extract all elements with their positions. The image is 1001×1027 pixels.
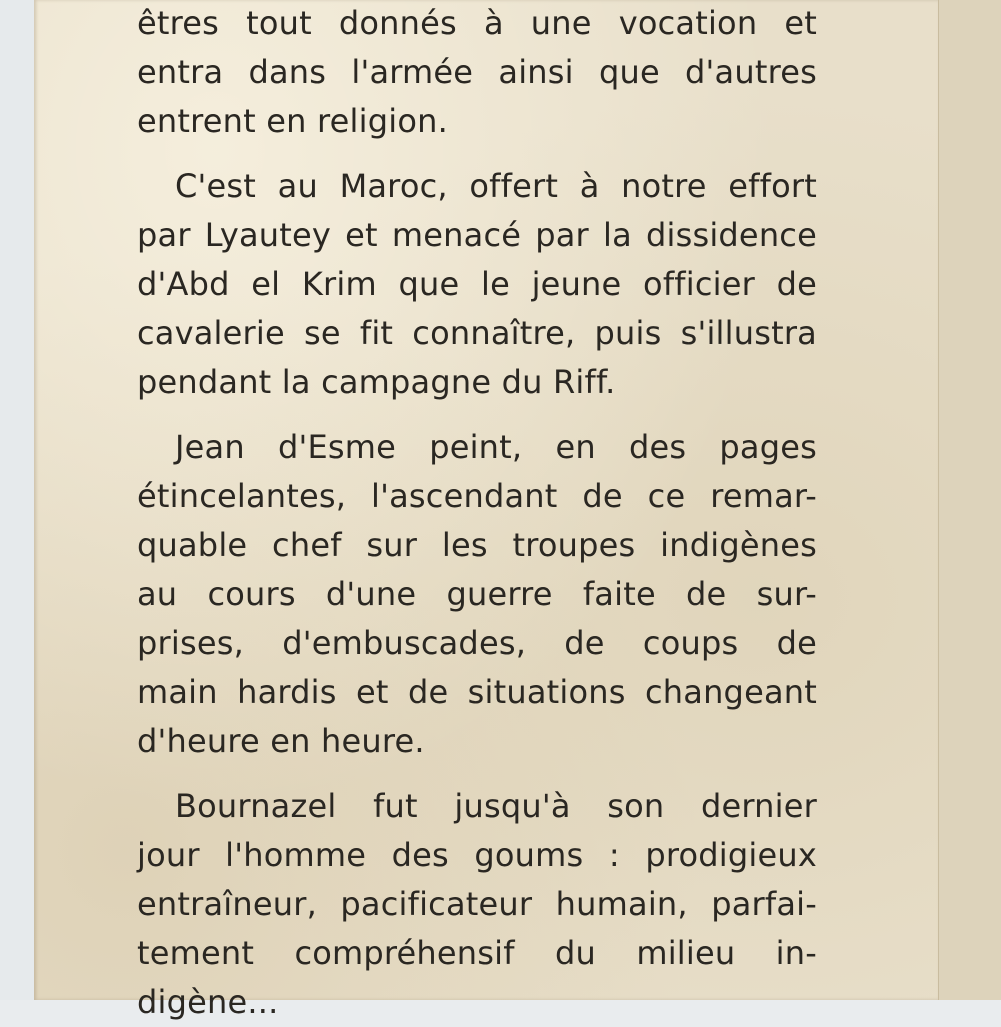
text-line: par Lyautey et menacé par la dissidence — [137, 216, 817, 254]
paragraph-4 — [137, 782, 817, 1027]
text-line: quable chef sur les troupes indigènes — [137, 526, 817, 564]
adjacent-page-edge — [938, 0, 1001, 1000]
text-line: tement compréhensif du milieu in- — [137, 934, 817, 972]
text-line: digène... — [137, 983, 279, 1021]
text-line: êtres tout donnés à une vocation et — [137, 4, 817, 42]
text-line: cavalerie se fit connaître, puis s'illustra — [137, 314, 817, 352]
paragraph-3 — [137, 423, 817, 766]
paragraph-1 — [137, 0, 817, 146]
text-line: main hardis et de situations changeant — [137, 673, 817, 711]
text-line: d'heure en heure. — [137, 722, 425, 760]
text-line: entra dans l'armée ainsi que d'autres — [137, 53, 817, 91]
text-line: Bournazel fut jusqu'à son dernier — [175, 787, 817, 825]
text-line: C'est au Maroc, offert à notre effort — [175, 167, 817, 205]
text-line: Jean d'Esme peint, en des pages — [175, 428, 817, 466]
text-line: entrent en religion. — [137, 102, 448, 140]
text-line: prises, d'embuscades, de coups de — [137, 624, 817, 662]
text-line: jour l'homme des goums : prodigieux — [137, 836, 817, 874]
text-line: entraîneur, pacificateur humain, parfai- — [137, 885, 817, 923]
body-text — [137, 0, 817, 1027]
text-line: pendant la campagne du Riff. — [137, 363, 616, 401]
text-line: au cours d'une guerre faite de sur- — [137, 575, 817, 613]
text-line: d'Abd el Krim que le jeune officier de — [137, 265, 817, 303]
paragraph-2 — [137, 162, 817, 407]
text-line: étincelantes, l'ascendant de ce remar- — [137, 477, 817, 515]
